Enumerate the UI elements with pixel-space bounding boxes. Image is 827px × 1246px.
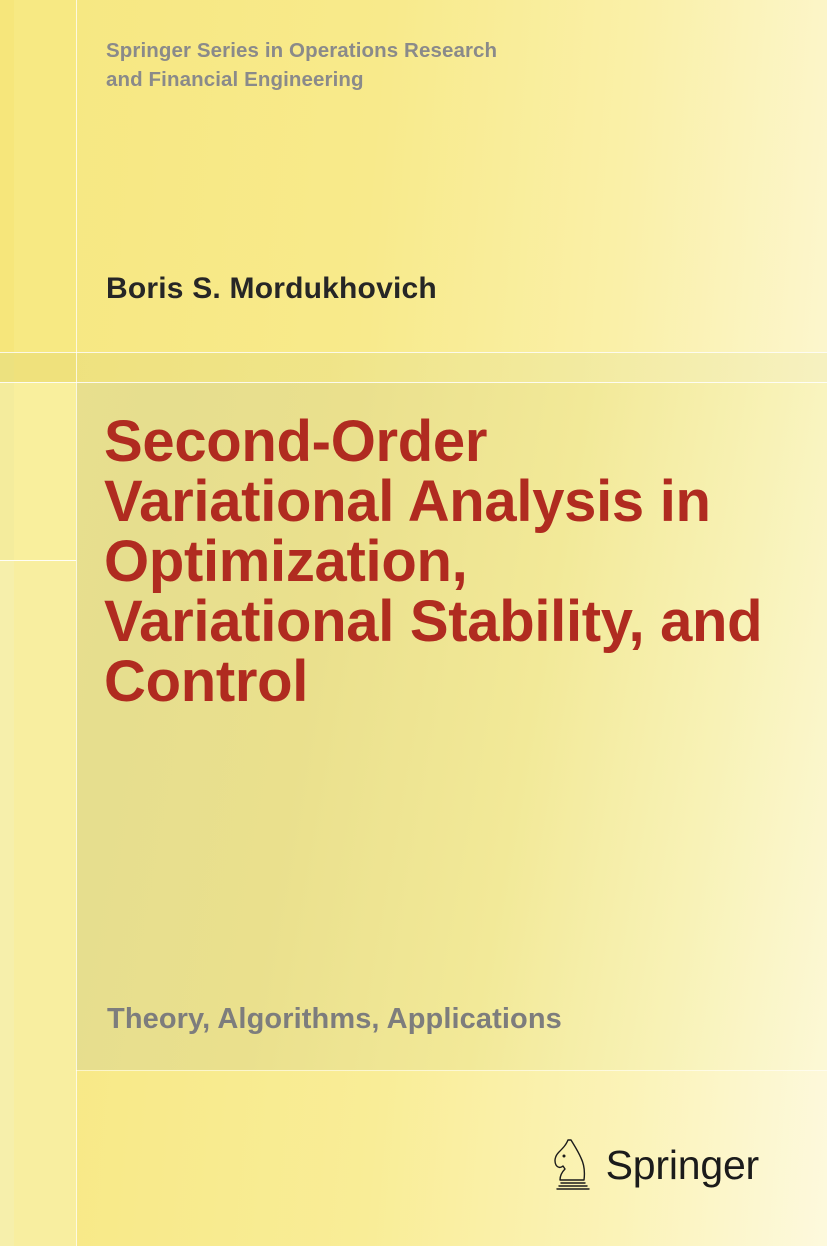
series-title-line-2: and Financial Engineering: [106, 68, 364, 92]
cover-band-middle: [0, 352, 827, 382]
springer-knight-icon: [548, 1136, 596, 1194]
book-subtitle: Theory, Algorithms, Applications: [107, 1003, 562, 1035]
spine-strip-upper: [0, 382, 14, 560]
publisher-name: Springer: [605, 1141, 759, 1188]
spine-strip-top: [0, 0, 14, 352]
horizontal-divider-bottom: [76, 1070, 827, 1071]
spine-gap-middle: [14, 352, 76, 382]
spine-gap-lower: [14, 560, 76, 1246]
horizontal-divider-spine: [0, 560, 76, 561]
series-title: [106, 36, 666, 94]
book-title: Second-Order Variational Analysis in Optimization, Variational Stability, and Control: [104, 409, 763, 715]
horizontal-divider-top: [0, 352, 827, 353]
horizontal-divider-title: [0, 382, 827, 383]
vertical-divider: [76, 0, 77, 1246]
spine-gap-upper: [14, 382, 76, 560]
publisher-logo: [548, 1136, 759, 1194]
spine-strip-lower: [0, 560, 14, 1246]
author-name: Boris S. Mordukhovich: [106, 272, 437, 305]
spine-strip-middle: [0, 352, 14, 382]
series-title-line-1: Springer Series in Operations Research: [106, 39, 498, 62]
